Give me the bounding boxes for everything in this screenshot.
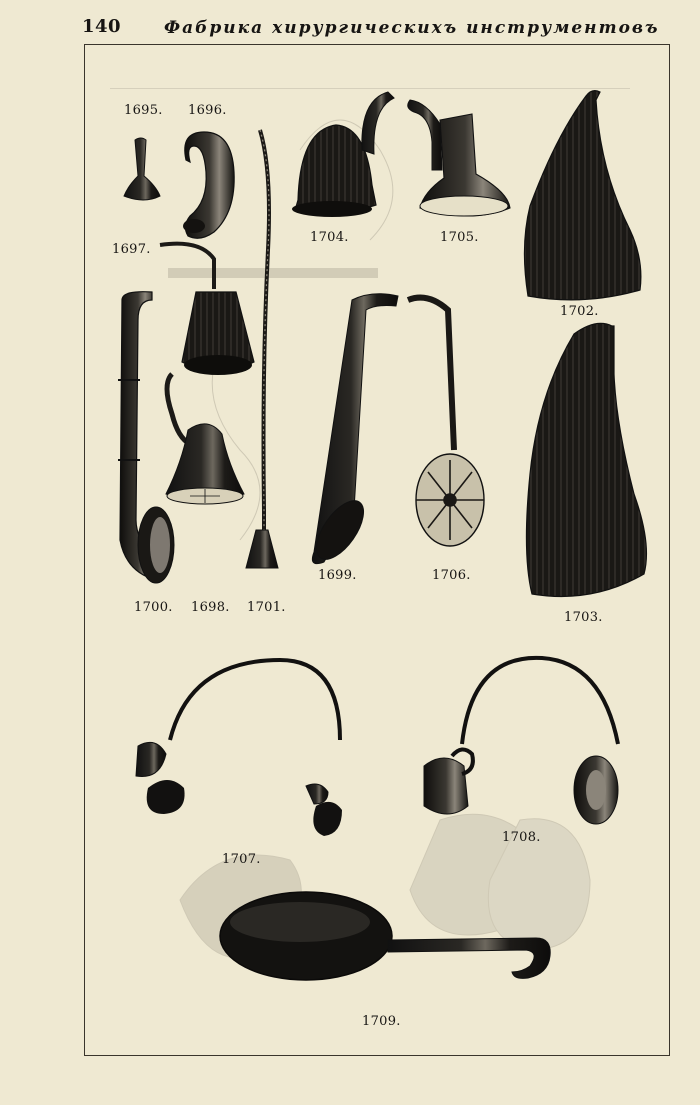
item-1705-cup-with-tube [408,100,510,216]
page-number: 140 [82,16,122,37]
item-1707-headband-earpiece [136,660,342,836]
figure-label-1706: 1706. [432,568,471,583]
figure-label-1709: 1709. [362,1014,401,1029]
figure-label-1699: 1699. [318,568,357,583]
figure-label-1695: 1695. [124,103,163,118]
item-1704-bell-trumpet [292,92,394,217]
item-1697-bell-on-stem [160,244,254,375]
figure-label-1708: 1708. [502,830,541,845]
item-1702-large-funnel [524,91,640,300]
figure-label-1697: 1697. [112,242,151,257]
figure-label-1704: 1704. [310,230,349,245]
item-1708-headband-trumpets [424,658,618,824]
item-1695-ear-trumpet [124,138,160,200]
item-1709-oval-dish [220,892,550,980]
figure-label-1700: 1700. [134,600,173,615]
item-1706-strainer-spoon [408,298,484,546]
running-title: Фабрика хирургическихъ инструментовъ [164,18,660,38]
figure-label-1702: 1702. [560,304,599,319]
item-1700-pipe-horn [118,292,174,583]
figure-label-1701: 1701. [247,600,286,615]
figure-label-1696: 1696. [188,103,227,118]
figure-label-1698: 1698. [191,600,230,615]
figure-label-1707: 1707. [222,852,261,867]
item-1698-small-bell [166,374,244,504]
figure-label-1703: 1703. [564,610,603,625]
figure-label-1705: 1705. [440,230,479,245]
item-1696-curved-horn [183,132,234,238]
item-1703-large-funnel [526,323,646,596]
item-1699-long-spoon [307,294,398,567]
